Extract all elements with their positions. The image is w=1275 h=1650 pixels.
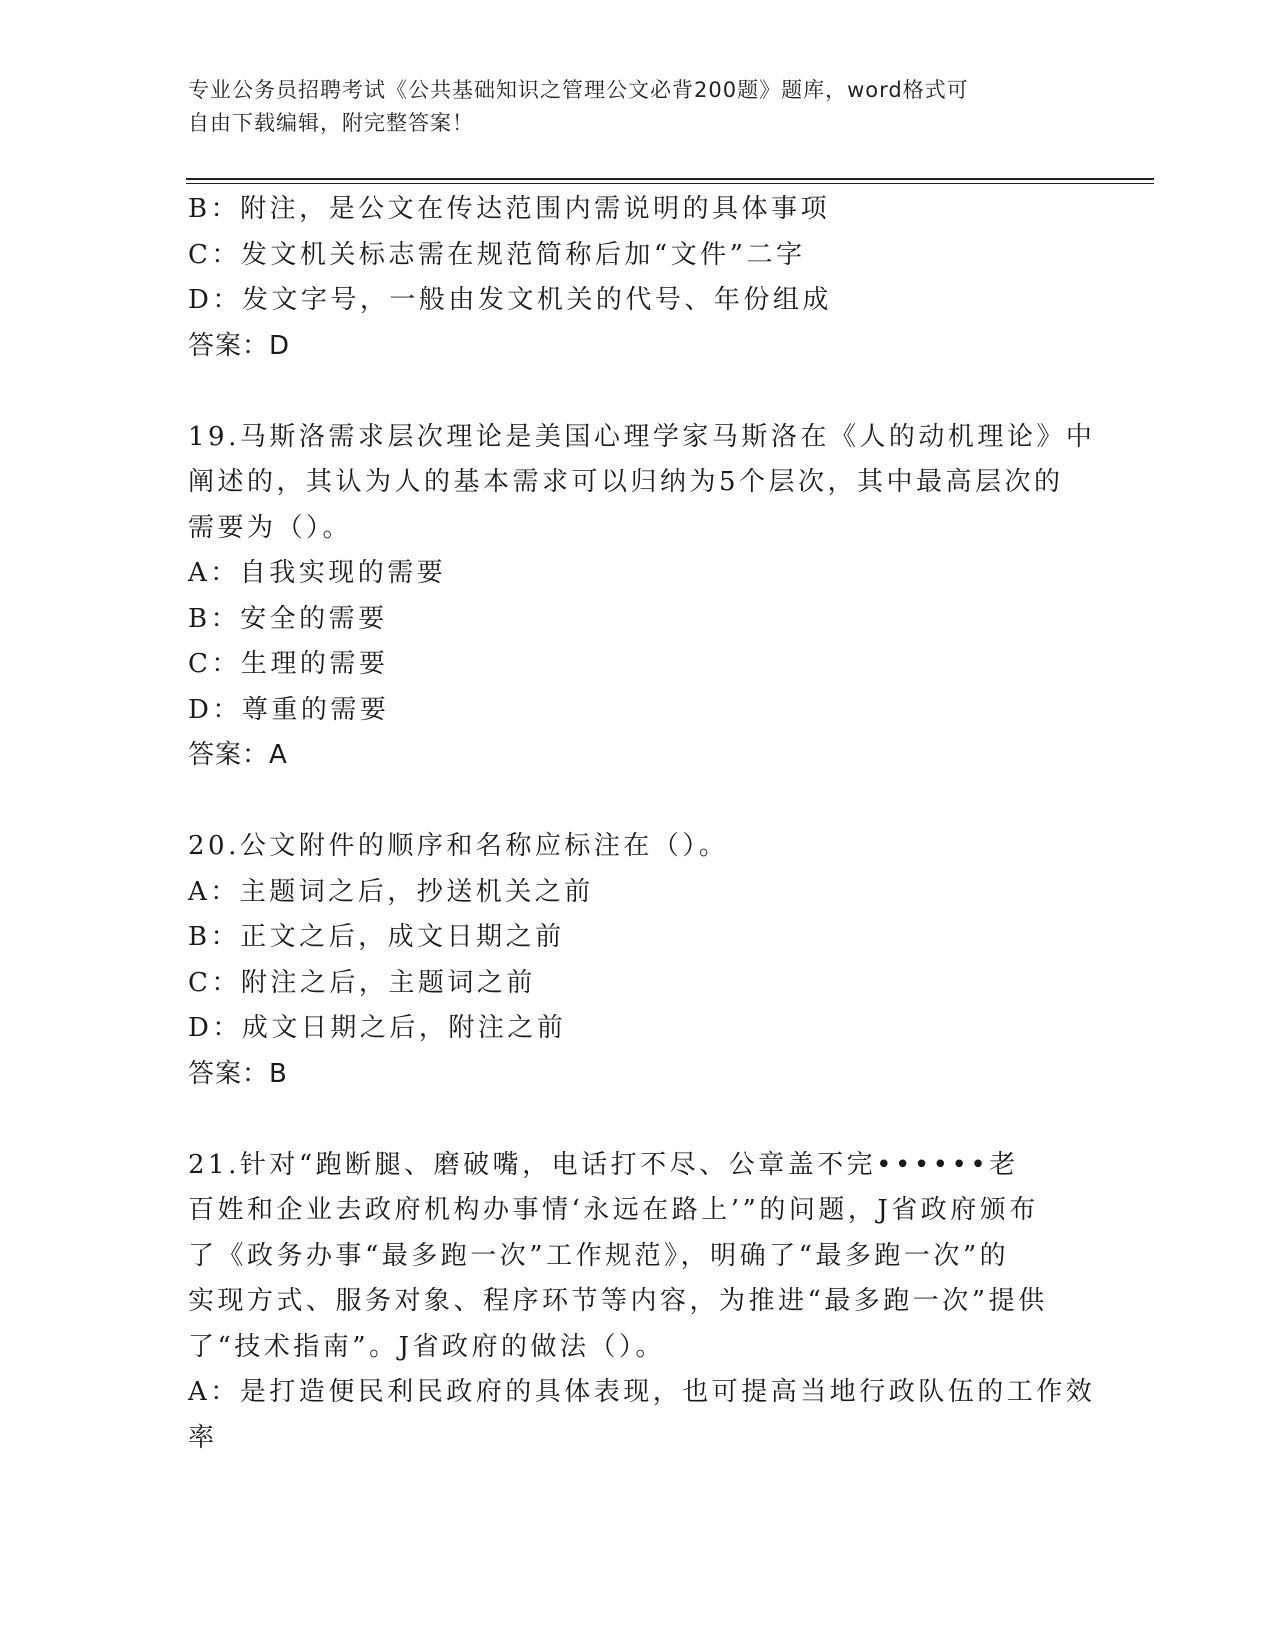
spacer xyxy=(188,1097,1088,1143)
spacer xyxy=(188,779,1088,825)
q21-stem-line-3: 了《政务办事“最多跑一次”工作规范》，明确了“最多跑一次”的 xyxy=(188,1240,1010,1271)
q20-option-a: A：主题词之后，抄送机关之前 xyxy=(188,876,594,907)
spacer xyxy=(188,369,1088,415)
header-divider-thin xyxy=(186,183,1154,184)
header-line-2: 自由下载编辑，附完整答案！ xyxy=(188,111,474,135)
q20-option-d: D：成文日期之后，附注之前 xyxy=(188,1013,567,1043)
q18-option-c: C：发文机关标志需在规范简称后加“文件”二字 xyxy=(188,239,806,270)
q18-option-d: D：发文字号，一般由发文机关的代号、年份组成 xyxy=(188,285,832,315)
q19-stem-line-2: 阐述的，其认为人的基本需求可以归纳为5个层次，其中最高层次的 xyxy=(188,467,1064,497)
header-divider-thick xyxy=(186,178,1154,180)
q20-answer: 答案：B xyxy=(188,1058,288,1089)
q21-option-a-line-1: A：是打造便民利民政府的具体表现，也可提高当地行政队伍的工作效 xyxy=(188,1377,1096,1407)
header-line-1: 专业公务员招聘考试《公共基础知识之管理公文必背200题》题库，word格式可 xyxy=(188,78,969,102)
q19-stem-line-3: 需要为（）。 xyxy=(188,512,353,543)
q20-option-c: C：附注之后，主题词之前 xyxy=(188,967,536,998)
q19-option-b: B：安全的需要 xyxy=(188,603,388,634)
question-19 xyxy=(188,415,1096,779)
q20-option-b: B：正文之后，成文日期之前 xyxy=(188,922,565,952)
q18-answer: 答案：D xyxy=(188,330,291,361)
q19-option-a: A：自我实现的需要 xyxy=(188,558,447,588)
q21-option-a-line-2: 率 xyxy=(188,1422,218,1453)
q21-stem-line-2: 百姓和企业去政府机构办事情‘永远在路上’”的问题，J省政府颁布 xyxy=(188,1195,1039,1225)
question-20 xyxy=(188,824,1088,1097)
q19-option-d: D：尊重的需要 xyxy=(188,694,390,725)
q19-stem-line-1: 19.马斯洛需求层次理论是美国心理学家马斯洛在《人的动机理论》中 xyxy=(188,421,1096,452)
q21-stem-line-5: 了“技术指南”。J省政府的做法（）。 xyxy=(188,1331,666,1362)
question-18-tail xyxy=(188,187,1088,369)
question-content xyxy=(188,187,1096,1461)
document-header xyxy=(188,74,1088,140)
q19-answer: 答案：A xyxy=(188,740,288,770)
question-21 xyxy=(188,1143,1096,1462)
q21-stem-line-4: 实现方式、服务对象、程序环节等内容，为推进“最多跑一次”提供 xyxy=(188,1286,1048,1316)
q18-option-b: B：附注，是公文在传达范围内需说明的具体事项 xyxy=(188,194,831,224)
q20-stem-line-1: 20.公文附件的顺序和名称应标注在（）。 xyxy=(188,831,729,861)
q21-stem-line-1: 21.针对“跑断腿、磨破嘴，电话打不尽、公章盖不完••••••老 xyxy=(188,1149,1019,1180)
q19-option-c: C：生理的需要 xyxy=(188,649,389,679)
